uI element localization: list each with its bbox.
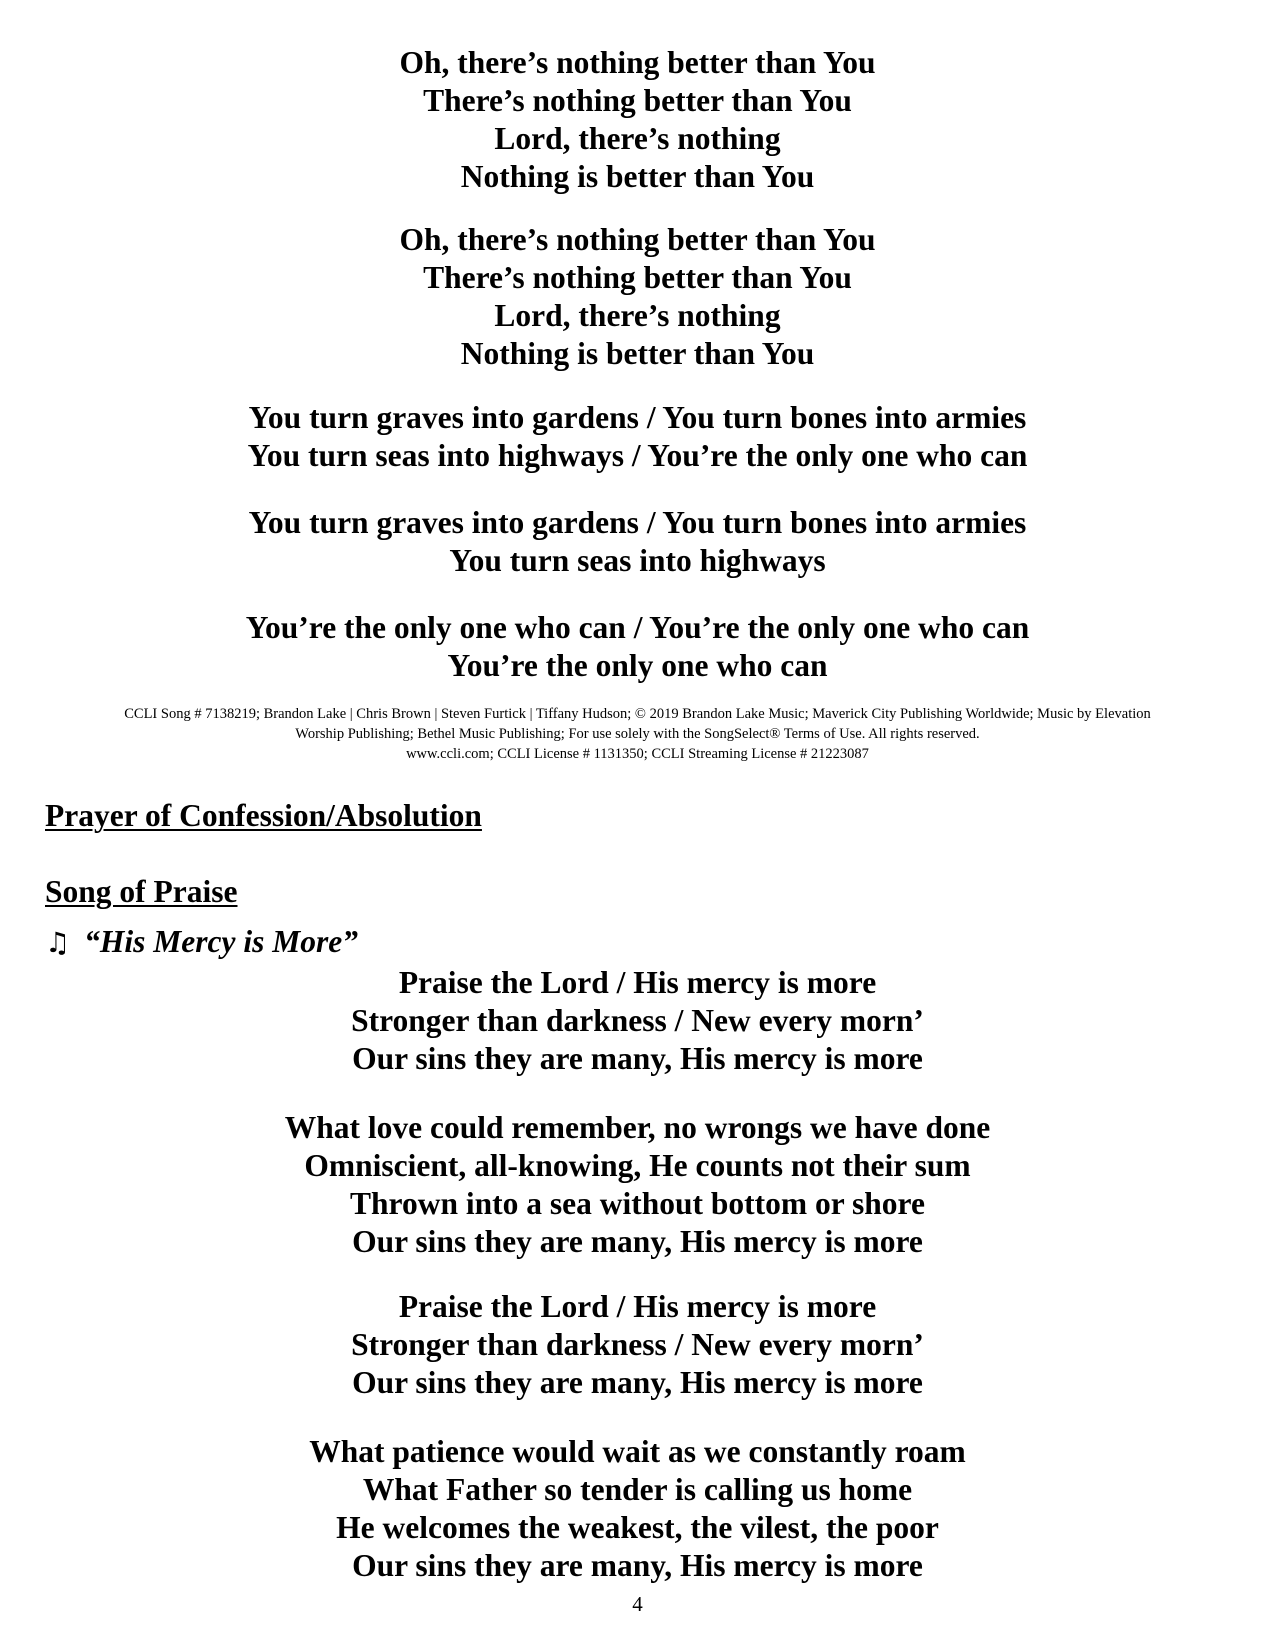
stanza-5 <box>0 609 1275 685</box>
lyric-line: What patience would wait as we constantly roam <box>309 1434 966 1469</box>
lyric-line: Oh, there’s nothing better than You <box>399 222 876 257</box>
stanza-2 <box>0 221 1275 373</box>
lyric-line: There’s nothing better than You <box>423 83 852 118</box>
lyric-line: He welcomes the weakest, the vilest, the poor <box>336 1510 939 1545</box>
song-stanza-4 <box>0 1433 1275 1585</box>
lyric-line: There’s nothing better than You <box>423 260 852 295</box>
lyric-line: Nothing is better than You <box>460 336 815 371</box>
song-title <box>45 924 358 960</box>
lyric-line: Our sins they are many, His mercy is more <box>352 1041 923 1076</box>
stanza-1 <box>0 44 1275 196</box>
lyric-line: You turn seas into highways / You’re the only one who can <box>247 438 1028 473</box>
music-note-icon: ♫ <box>45 926 71 959</box>
heading-song-of-praise: Song of Praise <box>45 874 238 909</box>
lyric-line: You turn graves into gardens / You turn bones into armies <box>248 400 1027 435</box>
lyric-line: Thrown into a sea without bottom or shore <box>350 1186 925 1221</box>
lyric-line: You’re the only one who can / You’re the only one who can <box>245 610 1030 645</box>
page-number: 4 <box>632 1592 643 1616</box>
ccli-line: Worship Publishing; Bethel Music Publishing; For use solely with the SongSelect® Terms of Use. All rights reserved. <box>295 726 980 742</box>
stanza-4 <box>0 504 1275 580</box>
lyric-line: You turn graves into gardens / You turn bones into armies <box>248 505 1027 540</box>
stanza-3 <box>0 399 1275 475</box>
lyric-line: Stronger than darkness / New every morn’ <box>351 1327 924 1362</box>
lyric-line: What love could remember, no wrongs we have done <box>284 1110 991 1145</box>
song-stanza-2 <box>0 1109 1275 1261</box>
lyric-line: You turn seas into highways <box>449 543 826 578</box>
lyric-line: Praise the Lord / His mercy is more <box>398 965 877 1000</box>
song-title-text: “His Mercy is More” <box>84 924 358 959</box>
ccli-copyright <box>40 704 1235 764</box>
song-stanza-1 <box>0 964 1275 1078</box>
lyric-line: You’re the only one who can <box>447 648 828 683</box>
lyric-line: Lord, there’s nothing <box>494 121 781 156</box>
lyric-line: Stronger than darkness / New every morn’ <box>351 1003 924 1038</box>
lyric-line: Our sins they are many, His mercy is more <box>352 1548 923 1583</box>
lyric-line: Our sins they are many, His mercy is more <box>352 1365 923 1400</box>
lyric-line: Omniscient, all-knowing, He counts not their sum <box>304 1148 971 1183</box>
lyric-line: Oh, there’s nothing better than You <box>399 45 876 80</box>
song-stanza-3 <box>0 1288 1275 1402</box>
heading-prayer-of-confession: Prayer of Confession/Absolution <box>45 798 482 833</box>
lyric-line: What Father so tender is calling us home <box>362 1472 913 1507</box>
ccli-line: www.ccli.com; CCLI License # 1131350; CCLI Streaming License # 21223087 <box>406 746 869 762</box>
lyric-line: Lord, there’s nothing <box>494 298 781 333</box>
lyric-line: Praise the Lord / His mercy is more <box>398 1289 877 1324</box>
ccli-line: CCLI Song # 7138219; Brandon Lake | Chris Brown | Steven Furtick | Tiffany Hudson; © 2019 Brandon Lake Music; Maverick City Publishing Worldwide; Music by Elevation <box>124 706 1151 722</box>
lyric-line: Our sins they are many, His mercy is more <box>352 1224 923 1259</box>
lyric-line: Nothing is better than You <box>460 159 815 194</box>
